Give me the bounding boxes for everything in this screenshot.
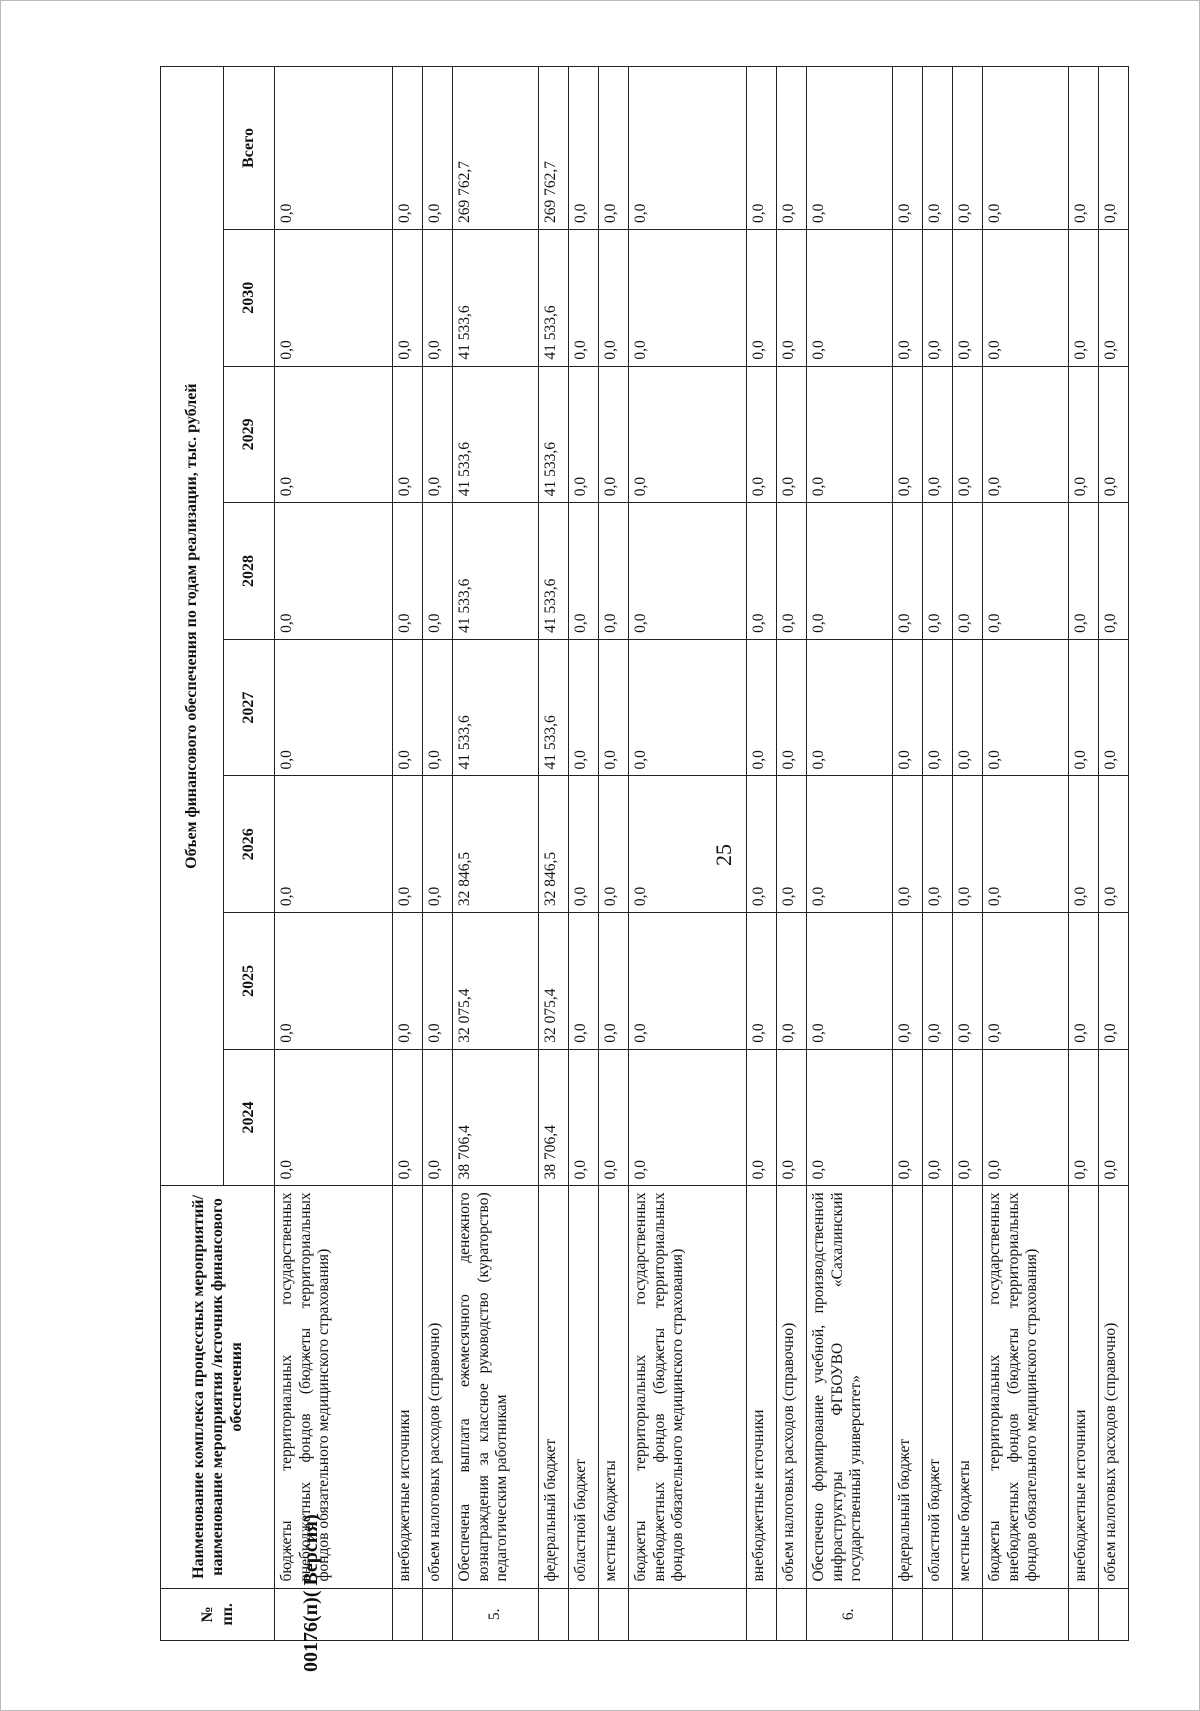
value-cell: 0,0: [423, 366, 453, 503]
value-cell: 0,0: [1099, 913, 1129, 1050]
value-cell: 41 533,6: [453, 503, 539, 640]
table-row: [569, 67, 599, 1641]
value-cell: 0,0: [599, 913, 629, 1050]
value-cell: 0,0: [1099, 639, 1129, 776]
value-cell: 0,0: [599, 1049, 629, 1186]
row-name: областной бюджет: [569, 1186, 599, 1588]
header-year: Всего: [224, 67, 275, 230]
value-cell: 0,0: [599, 503, 629, 640]
header-name: Наименование комплекса процессных мероприятий/наименование мероприятия /источник финансового обеспечения: [161, 1186, 275, 1588]
row-number: [599, 1588, 629, 1640]
value-cell: 0,0: [1099, 503, 1129, 640]
header-num: № пп.: [161, 1588, 275, 1640]
value-cell: 38 706,4: [539, 1049, 569, 1186]
value-cell: 41 533,6: [539, 503, 569, 640]
value-cell: 0,0: [423, 1049, 453, 1186]
value-cell: 0,0: [1099, 67, 1129, 230]
value-cell: 0,0: [275, 503, 393, 640]
value-cell: 0,0: [893, 366, 923, 503]
row-number: [629, 1588, 747, 1640]
value-cell: 0,0: [1069, 67, 1099, 230]
page-number: 25: [711, 844, 736, 866]
value-cell: 0,0: [569, 639, 599, 776]
row-number: [569, 1588, 599, 1640]
value-cell: 0,0: [423, 913, 453, 1050]
value-cell: 0,0: [807, 1049, 893, 1186]
table-row: [983, 67, 1069, 1641]
row-number: [777, 1588, 807, 1640]
row-number: [393, 1588, 423, 1640]
value-cell: 0,0: [983, 639, 1069, 776]
value-cell: 0,0: [629, 229, 747, 366]
value-cell: 0,0: [629, 639, 747, 776]
value-cell: 0,0: [1069, 913, 1099, 1050]
row-name: объем налоговых расходов (справочно): [777, 1186, 807, 1588]
row-number: [923, 1588, 953, 1640]
table-row: [453, 67, 539, 1641]
table-row: [599, 67, 629, 1641]
value-cell: 0,0: [747, 67, 777, 230]
value-cell: 0,0: [923, 229, 953, 366]
row-number: [747, 1588, 777, 1640]
value-cell: 0,0: [275, 913, 393, 1050]
value-cell: 0,0: [893, 67, 923, 230]
header-year: 2025: [224, 913, 275, 1050]
value-cell: 0,0: [569, 366, 599, 503]
value-cell: 0,0: [393, 503, 423, 640]
value-cell: 0,0: [953, 67, 983, 230]
value-cell: 32 075,4: [453, 913, 539, 1050]
value-cell: 41 533,6: [453, 366, 539, 503]
value-cell: 0,0: [953, 913, 983, 1050]
row-name: объем налоговых расходов (справочно): [1099, 1186, 1129, 1588]
value-cell: 0,0: [423, 67, 453, 230]
value-cell: 0,0: [569, 776, 599, 913]
value-cell: 0,0: [393, 913, 423, 1050]
value-cell: 0,0: [807, 776, 893, 913]
value-cell: 0,0: [893, 913, 923, 1050]
value-cell: 0,0: [953, 1049, 983, 1186]
value-cell: 0,0: [275, 229, 393, 366]
value-cell: 0,0: [629, 776, 747, 913]
value-cell: 0,0: [393, 1049, 423, 1186]
value-cell: 0,0: [807, 229, 893, 366]
value-cell: 0,0: [1069, 229, 1099, 366]
value-cell: 0,0: [953, 776, 983, 913]
value-cell: 0,0: [953, 229, 983, 366]
value-cell: 0,0: [923, 366, 953, 503]
value-cell: 0,0: [923, 776, 953, 913]
value-cell: 0,0: [747, 229, 777, 366]
value-cell: 0,0: [983, 229, 1069, 366]
row-name: бюджеты территориальных государственных внебюджетных фондов (бюджеты территориальных фондов обязательного медицинского страхования): [983, 1186, 1069, 1588]
value-cell: 0,0: [275, 67, 393, 230]
header-year: 2030: [224, 229, 275, 366]
value-cell: 0,0: [629, 366, 747, 503]
table-row: [423, 67, 453, 1641]
value-cell: 32 075,4: [539, 913, 569, 1050]
value-cell: 0,0: [983, 1049, 1069, 1186]
value-cell: 0,0: [923, 1049, 953, 1186]
value-cell: 0,0: [599, 67, 629, 230]
value-cell: 0,0: [1099, 1049, 1129, 1186]
row-number: [893, 1588, 923, 1640]
row-number: [953, 1588, 983, 1640]
value-cell: 0,0: [893, 1049, 923, 1186]
value-cell: 0,0: [923, 503, 953, 640]
value-cell: 0,0: [1069, 639, 1099, 776]
value-cell: 0,0: [275, 639, 393, 776]
value-cell: 0,0: [1099, 776, 1129, 913]
row-name: федеральный бюджет: [893, 1186, 923, 1588]
value-cell: 0,0: [893, 776, 923, 913]
row-name: внебюджетные источники: [393, 1186, 423, 1588]
value-cell: 0,0: [599, 776, 629, 913]
value-cell: 0,0: [393, 776, 423, 913]
value-cell: 41 533,6: [453, 639, 539, 776]
value-cell: 0,0: [983, 67, 1069, 230]
table-row: [893, 67, 923, 1641]
table-row: [275, 67, 393, 1641]
value-cell: 0,0: [275, 1049, 393, 1186]
value-cell: 0,0: [1069, 776, 1099, 913]
value-cell: 0,0: [629, 503, 747, 640]
value-cell: 0,0: [983, 913, 1069, 1050]
value-cell: 0,0: [747, 639, 777, 776]
value-cell: 38 706,4: [453, 1049, 539, 1186]
table-row: [393, 67, 423, 1641]
row-name: областной бюджет: [923, 1186, 953, 1588]
value-cell: 0,0: [423, 503, 453, 640]
value-cell: 0,0: [807, 913, 893, 1050]
value-cell: 0,0: [983, 366, 1069, 503]
row-name: бюджеты территориальных государственных внебюджетных фондов (бюджеты территориальных фондов обязательного медицинского страхования): [275, 1186, 393, 1588]
value-cell: 0,0: [1099, 229, 1129, 366]
value-cell: 0,0: [953, 503, 983, 640]
value-cell: 0,0: [893, 229, 923, 366]
table-row: [953, 67, 983, 1641]
value-cell: 0,0: [393, 67, 423, 230]
row-name: местные бюджеты: [599, 1186, 629, 1588]
value-cell: 0,0: [893, 503, 923, 640]
table-row: [923, 67, 953, 1641]
value-cell: 0,0: [747, 913, 777, 1050]
value-cell: 0,0: [599, 229, 629, 366]
header-year: 2027: [224, 639, 275, 776]
value-cell: 0,0: [569, 67, 599, 230]
value-cell: 0,0: [1069, 1049, 1099, 1186]
value-cell: 0,0: [747, 776, 777, 913]
value-cell: 0,0: [923, 639, 953, 776]
row-number: [275, 1588, 393, 1640]
header-year: 2028: [224, 503, 275, 640]
value-cell: 269 762,7: [453, 67, 539, 230]
value-cell: 41 533,6: [539, 229, 569, 366]
value-cell: 0,0: [599, 639, 629, 776]
value-cell: 0,0: [923, 913, 953, 1050]
table-row: [747, 67, 777, 1641]
value-cell: 0,0: [569, 229, 599, 366]
value-cell: 0,0: [569, 1049, 599, 1186]
value-cell: 0,0: [569, 503, 599, 640]
row-name: бюджеты территориальных государственных внебюджетных фондов (бюджеты территориальных фондов обязательного медицинского страхования): [629, 1186, 747, 1588]
value-cell: 0,0: [893, 639, 923, 776]
row-name: внебюджетные источники: [1069, 1186, 1099, 1588]
value-cell: 0,0: [807, 366, 893, 503]
value-cell: 0,0: [393, 639, 423, 776]
value-cell: 0,0: [953, 639, 983, 776]
header-year: 2029: [224, 366, 275, 503]
row-number: [1069, 1588, 1099, 1640]
row-name: Обеспечена выплата ежемесячного денежного вознаграждения за классное руководство (кураторство) педагогическим работникам: [453, 1186, 539, 1588]
value-cell: 0,0: [423, 229, 453, 366]
value-cell: 0,0: [777, 67, 807, 230]
value-cell: 0,0: [423, 776, 453, 913]
value-cell: 32 846,5: [539, 776, 569, 913]
table-row: [1069, 67, 1099, 1641]
footer-version: 00176(п)( Версия): [300, 1514, 322, 1672]
header-row-top: [161, 67, 224, 1641]
row-name: объем налоговых расходов (справочно): [423, 1186, 453, 1588]
value-cell: 0,0: [777, 913, 807, 1050]
value-cell: 0,0: [747, 1049, 777, 1186]
value-cell: 0,0: [777, 503, 807, 640]
value-cell: 0,0: [1069, 503, 1099, 640]
value-cell: 0,0: [1069, 366, 1099, 503]
value-cell: 32 846,5: [453, 776, 539, 913]
table-row: [777, 67, 807, 1641]
row-number: [423, 1588, 453, 1640]
value-cell: 0,0: [393, 366, 423, 503]
value-cell: 0,0: [747, 366, 777, 503]
value-cell: 41 533,6: [539, 366, 569, 503]
value-cell: 0,0: [807, 67, 893, 230]
value-cell: 0,0: [777, 776, 807, 913]
value-cell: 0,0: [629, 913, 747, 1050]
value-cell: 0,0: [275, 776, 393, 913]
value-cell: 0,0: [599, 366, 629, 503]
value-cell: 41 533,6: [453, 229, 539, 366]
value-cell: 0,0: [983, 776, 1069, 913]
value-cell: 0,0: [777, 639, 807, 776]
value-cell: 0,0: [923, 67, 953, 230]
financing-table: [160, 66, 1129, 1641]
value-cell: 0,0: [569, 913, 599, 1050]
value-cell: 0,0: [777, 229, 807, 366]
value-cell: 0,0: [747, 503, 777, 640]
header-group: Объем финансового обеспечения по годам реализации, тыс. рублей: [161, 67, 224, 1186]
value-cell: 0,0: [275, 366, 393, 503]
value-cell: 0,0: [777, 366, 807, 503]
header-year: 2026: [224, 776, 275, 913]
rotated-table-container: [160, 66, 1119, 1641]
value-cell: 0,0: [393, 229, 423, 366]
value-cell: 0,0: [777, 1049, 807, 1186]
row-name: Обеспечено формирование учебной, производственной инфраструктуры ФГБОУВО «Сахалинский государственный университет»: [807, 1186, 893, 1588]
header-year: 2024: [224, 1049, 275, 1186]
value-cell: 269 762,7: [539, 67, 569, 230]
value-cell: 0,0: [629, 67, 747, 230]
value-cell: 0,0: [807, 503, 893, 640]
value-cell: 0,0: [807, 639, 893, 776]
row-name: местные бюджеты: [953, 1186, 983, 1588]
value-cell: 0,0: [983, 503, 1069, 640]
value-cell: 41 533,6: [539, 639, 569, 776]
table-row: [539, 67, 569, 1641]
table-row: [807, 67, 893, 1641]
row-name: федеральный бюджет: [539, 1186, 569, 1588]
row-number: [539, 1588, 569, 1640]
row-number: 6.: [807, 1588, 893, 1640]
row-number: [983, 1588, 1069, 1640]
row-number: 5.: [453, 1588, 539, 1640]
value-cell: 0,0: [1099, 366, 1129, 503]
table-row: [1099, 67, 1129, 1641]
value-cell: 0,0: [953, 366, 983, 503]
table-row: [629, 67, 747, 1641]
row-number: [1099, 1588, 1129, 1640]
value-cell: 0,0: [629, 1049, 747, 1186]
row-name: внебюджетные источники: [747, 1186, 777, 1588]
value-cell: 0,0: [423, 639, 453, 776]
